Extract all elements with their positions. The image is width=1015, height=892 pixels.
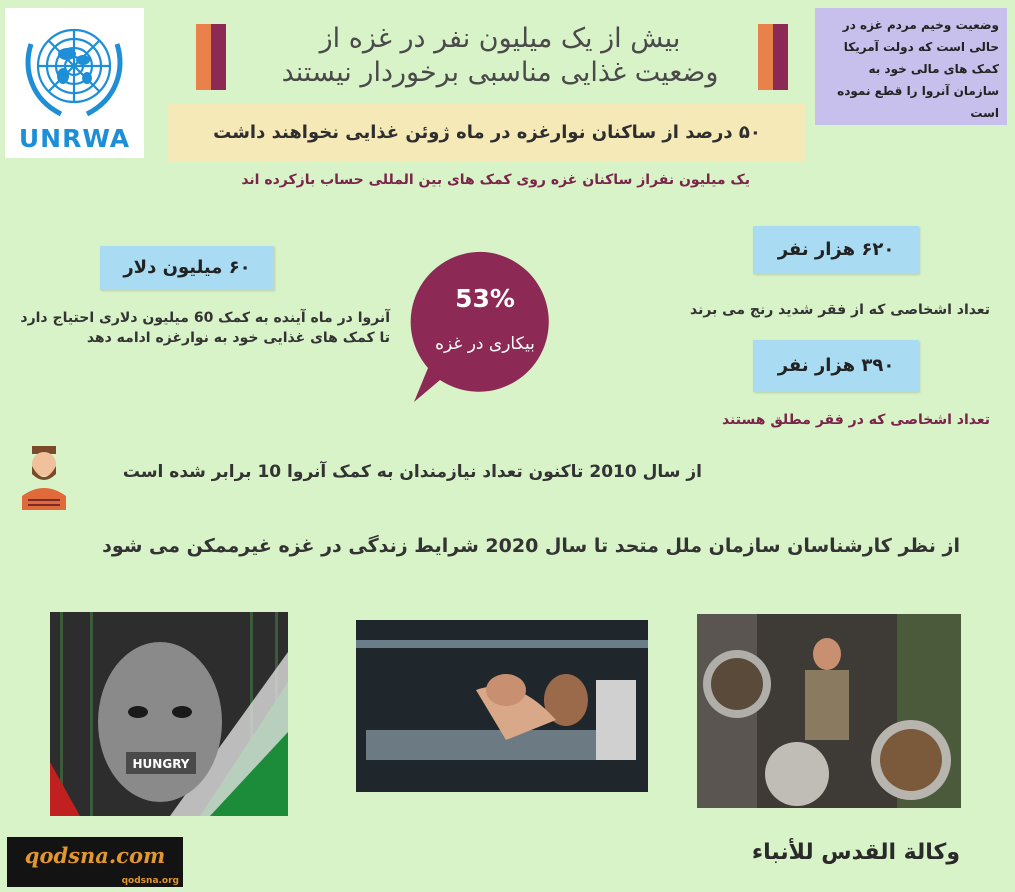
title-line-2: وضعیت غذایی مناسبی برخوردار نیستند [281, 57, 719, 88]
man-avatar-icon [18, 444, 70, 510]
qodsna-site-small: qodsna.org [121, 876, 179, 886]
title-line-1: بیش از یک میلیون نفر در غزه از [319, 23, 681, 54]
logo-text: UNRWA [18, 124, 131, 153]
unrwa-logo [5, 8, 144, 158]
absolute-poverty-value-box: ۳۹۰ هزار نفر [753, 340, 919, 392]
agency-name: وكالة القدس للأنباء [751, 840, 960, 865]
poverty-label: تعداد اشخاصی که از فقر شدید رنج می برند [689, 302, 990, 318]
unemployment-percent: 53% [455, 284, 515, 313]
un-emblem-icon [17, 14, 132, 124]
decor-stripe-right [758, 24, 788, 90]
qodsna-site: qodsna.com [24, 843, 166, 868]
fact-since-2010: از سال 2010 تاکنون تعداد نیازمندان به کمک آنروا 10 برابر شده است [122, 462, 702, 482]
photo-hungry-child [50, 612, 288, 816]
decor-stripe-left [196, 24, 226, 90]
funding-label: آنروا در ماه آینده به کمک 60 میلیون دلاری احتیاج دارد تا کمک های غذایی خود به نوارغزه ادامه دهد [20, 310, 390, 346]
qodsna-logo [7, 837, 183, 887]
us-funding-note: وضعیت وخیم مردم غزه در حالی است که دولت آمریکا کمک های مالی خود به سازمان آنروا را قطع نموده است [815, 8, 1007, 125]
absolute-poverty-label: تعداد اشخاصی که در فقر مطلق هستند [721, 412, 990, 428]
photo-children-pots [697, 614, 961, 808]
food-shortage-banner: ۵۰ درصد از ساکنان نوارغزه در ماه ژوئن غذایی نخواهند داشت [168, 104, 806, 162]
fact-un-2020: از نظر کارشناسان سازمان ملل متحد تا سال 2020 شرایط زندگی در غزه غیرممکن می شود [102, 535, 960, 557]
subtitle: یک میلیون نفراز ساکنان غزه روی کمک های بین المللی حساب بازکرده اند [241, 172, 750, 188]
unemployment-bubble [400, 240, 570, 410]
main-title [240, 22, 760, 90]
hungry-caption: HUNGRY [132, 757, 190, 771]
unemployment-label: بیکاری در غزه [435, 334, 535, 354]
poverty-value-box: ۶۲۰ هزار نفر [753, 226, 919, 274]
photo-injured-child [356, 620, 648, 792]
speech-bubble-icon [400, 240, 570, 410]
funding-value-box: ۶۰ میلیون دلار [100, 246, 274, 290]
